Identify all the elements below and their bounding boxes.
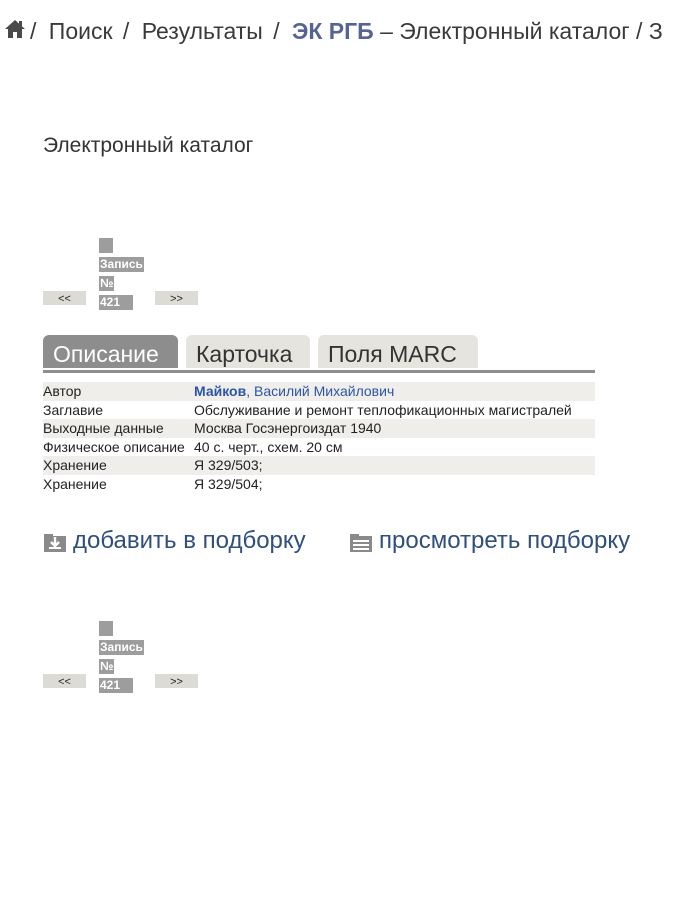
breadcrumb — [4, 14, 689, 48]
author-label: Автор — [43, 382, 194, 401]
counter-label: Запись — [100, 257, 143, 271]
counter-label: Запись — [100, 640, 143, 654]
table-row — [43, 401, 595, 420]
breadcrumb-separator: / — [30, 18, 37, 44]
storage-label: Хранение — [43, 475, 107, 492]
counter-number-sign: № — [100, 659, 114, 673]
author-value — [194, 382, 595, 401]
next-record-button[interactable]: >> — [155, 674, 198, 688]
counter-number-sign: № — [100, 276, 114, 290]
open-folder-icon — [349, 531, 373, 553]
title-value: Обслуживание и ремонт теплофикационных магистралей — [194, 401, 572, 418]
add-to-selection-link[interactable] — [43, 527, 306, 555]
next-record-button[interactable]: >> — [155, 291, 198, 305]
tab-card-label: Карточка — [196, 341, 293, 367]
table-row — [43, 475, 595, 494]
view-selection-link[interactable] — [349, 527, 630, 555]
physical-label: Физическое описание — [43, 438, 185, 455]
breadcrumb-separator: / — [122, 18, 130, 44]
imprint-value: Москва Госэнергоиздат 1940 — [194, 419, 595, 438]
record-counter — [99, 236, 149, 312]
counter-marker — [99, 238, 113, 253]
table-row — [43, 456, 595, 475]
prev-record-button[interactable]: << — [43, 291, 86, 305]
record-counter — [99, 619, 149, 695]
author-link[interactable]: Майков, Василий Михайлович — [194, 383, 395, 400]
counter-marker — [99, 621, 113, 636]
view-tabs — [43, 335, 595, 375]
tab-card[interactable] — [186, 335, 310, 368]
tabs-underline — [43, 370, 595, 373]
counter-value: 421 — [99, 678, 133, 693]
breadcrumb-results-link[interactable]: Результаты — [141, 18, 263, 44]
title-label: Заглавие — [43, 401, 104, 418]
page-title: Электронный каталог — [43, 134, 254, 157]
tab-marc-label: Поля MARC — [328, 341, 457, 367]
record-description-table — [43, 382, 595, 493]
table-row — [43, 382, 595, 401]
add-folder-icon — [43, 531, 67, 553]
table-row — [43, 419, 595, 438]
storage-value: Я 329/504; — [194, 475, 263, 492]
table-row — [43, 438, 595, 457]
breadcrumb-separator: / — [273, 18, 280, 44]
record-pager-top — [43, 236, 198, 309]
add-to-selection-label: добавить в подборку — [73, 527, 306, 554]
imprint-label: Выходные данные — [43, 419, 194, 438]
home-icon[interactable] — [4, 15, 26, 48]
breadcrumb-catalog-code[interactable]: ЭК РГБ — [292, 18, 374, 44]
counter-value: 421 — [99, 295, 133, 310]
record-pager-bottom — [43, 619, 198, 692]
breadcrumb-catalog-title: – Электронный каталог / З — [380, 18, 663, 44]
view-selection-label: просмотреть подборку — [379, 527, 631, 554]
prev-record-button[interactable]: << — [43, 674, 86, 688]
storage-label: Хранение — [43, 456, 194, 475]
storage-value: Я 329/503; — [194, 456, 595, 475]
tab-description[interactable]: Описание — [43, 335, 178, 368]
physical-value: 40 с. черт., схем. 20 см — [194, 438, 343, 455]
tab-marc[interactable] — [318, 335, 478, 368]
breadcrumb-search-link[interactable]: Поиск — [48, 18, 113, 44]
